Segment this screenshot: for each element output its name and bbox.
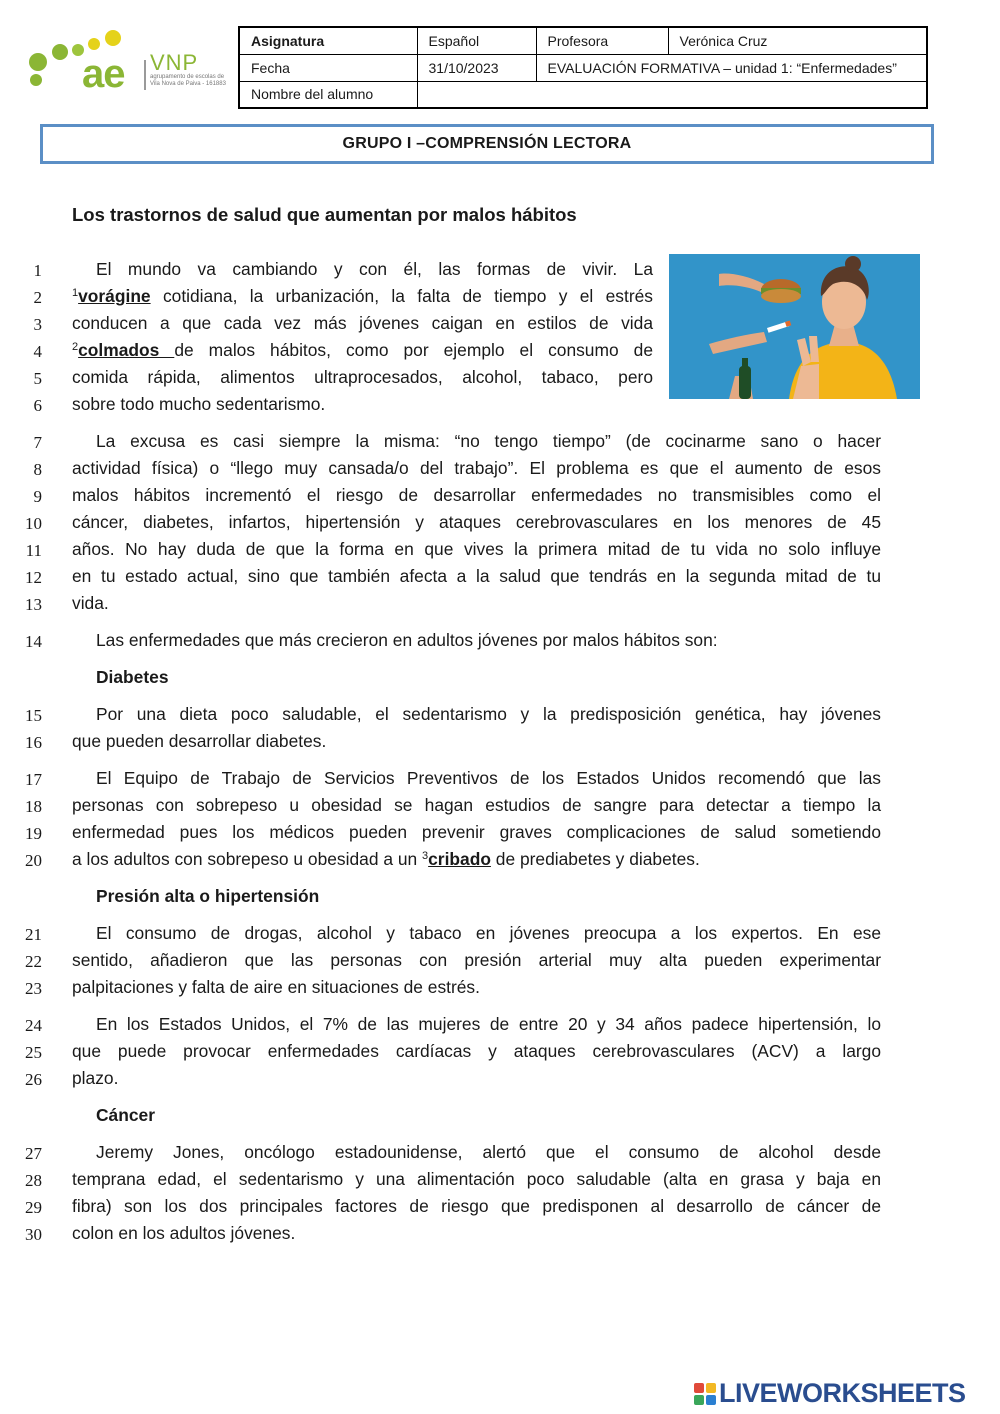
line-text: Jeremy Jones, oncólogo estadounidense, alertó que el consumo de alcohol desde [96, 1142, 881, 1162]
subheading-hypertension [0, 883, 1000, 910]
subheading-diabetes [0, 664, 1000, 691]
student-label: Nombre del alumno [239, 81, 417, 108]
line-number: 8 [33, 460, 42, 479]
text-line [0, 364, 1000, 391]
line-number: 18 [25, 797, 42, 816]
line-number: 11 [25, 541, 42, 560]
line-text: personas con sobrepeso u obesidad se hagan estudios de sangre para detectar a tiempo la [72, 795, 881, 815]
paragraph-7 [0, 1011, 1000, 1092]
text-line [0, 627, 1000, 654]
line-text: En los Estados Unidos, el 7% de las mujeres de entre 20 y 34 años padece hipertensión, lo [96, 1014, 881, 1034]
line-number: 26 [25, 1070, 42, 1089]
evaluation-title: EVALUACIÓN FORMATIVA – unidad 1: “Enfermedades” [536, 54, 927, 81]
line-number: 5 [33, 369, 42, 388]
line-number: 16 [25, 733, 42, 752]
subheading-text: Presión alta o hipertensión [96, 886, 320, 906]
text-line [0, 792, 1000, 819]
line-number: 3 [33, 315, 42, 334]
text-line [0, 1220, 1000, 1247]
text-line [0, 1011, 1000, 1038]
text-line [0, 883, 1000, 910]
subheading-cancer [0, 1102, 1000, 1129]
line-number: 6 [33, 396, 42, 415]
line-text: El consumo de drogas, alcohol y tabaco en jóvenes preocupa a los expertos. En ese [96, 923, 881, 943]
line-text: cáncer, diabetes, infartos, hipertensión y ataques cerebrovasculares en los menores de 45 [72, 512, 881, 532]
line-text: actividad física) o “llego muy cansada/o del trabajo”. El problema es que el aumento de esos [72, 458, 881, 478]
line-text: sobre todo mucho sedentarismo. [72, 394, 326, 414]
text-line [0, 563, 1000, 590]
line-number: 29 [25, 1198, 42, 1217]
line-text [72, 337, 653, 364]
text-line [0, 819, 1000, 846]
subheading-text: Diabetes [96, 667, 169, 687]
line-number: 15 [25, 706, 42, 725]
glossary-word: colmados [78, 340, 175, 360]
text-line [0, 846, 1000, 873]
text-line [0, 536, 1000, 563]
paragraph-8 [0, 1139, 1000, 1247]
logo-divider [144, 60, 146, 90]
paragraph-2 [0, 428, 1000, 617]
line-number: 19 [25, 824, 42, 843]
line-text: que pueden desarrollar diabetes. [72, 731, 327, 751]
line-number: 24 [25, 1016, 42, 1035]
line-number: 7 [33, 433, 42, 452]
paragraph-5 [0, 765, 1000, 873]
line-number: 21 [25, 925, 42, 944]
section-heading: GRUPO I –COMPRENSIÓN LECTORA [40, 124, 934, 164]
line-text: conducen a que cada vez más jóvenes caigan en estilos de vida [72, 313, 653, 333]
line-text: colon en los adultos jóvenes. [72, 1223, 296, 1243]
line-text-rest: de malos hábitos, como por ejemplo el consumo de [174, 340, 653, 360]
text-line [0, 701, 1000, 728]
line-number: 14 [25, 632, 42, 651]
text-line [0, 256, 1000, 283]
text-line [0, 337, 1000, 364]
footnote-ref: 3 [422, 850, 429, 862]
article-title: Los trastornos de salud que aumentan por malos hábitos [72, 204, 577, 225]
line-text [72, 283, 653, 310]
text-line [0, 590, 1000, 617]
line-text: malos hábitos incrementó el riesgo de desarrollar enfermedades no transmisibles como el [72, 485, 881, 505]
article-body [0, 256, 1000, 1257]
text-line [0, 1102, 1000, 1129]
line-number: 22 [25, 952, 42, 971]
line-text: en tu estado actual, sino que también afecta a la salud que tendrás en la segunda mitad de tu [72, 566, 881, 586]
line-text: El Equipo de Trabajo de Servicios Preventivos de los Estados Unidos recomendó que las [96, 768, 881, 788]
text-line [0, 455, 1000, 482]
text-line [0, 1139, 1000, 1166]
line-number: 1 [33, 261, 42, 280]
logo-caption: agrupamento de escolas de Vila Nova de Paiva - 161883 [150, 74, 226, 87]
text-line [0, 428, 1000, 455]
footnote-ref: 2 [72, 341, 79, 353]
text-line [0, 974, 1000, 1001]
text-line [0, 947, 1000, 974]
text-line [0, 391, 1000, 418]
text-line [0, 509, 1000, 536]
line-number: 17 [25, 770, 42, 789]
line-number: 9 [33, 487, 42, 506]
line-number: 25 [25, 1043, 42, 1062]
line-text-rest: cotidiana, la urbanización, la falta de tiempo y el estrés [150, 286, 653, 306]
line-text: sentido, añadieron que las personas con presión arterial muy alta pueden experimentar [72, 950, 881, 970]
line-number: 23 [25, 979, 42, 998]
text-line [0, 482, 1000, 509]
line-text: comida rápida, alimentos ultraprocesados, alcohol, tabaco, pero [72, 367, 653, 387]
line-text-rest: de prediabetes y diabetes. [490, 849, 700, 869]
line-number: 28 [25, 1171, 42, 1190]
line-number: 4 [33, 342, 42, 361]
line-number: 2 [33, 288, 42, 307]
paragraph-3 [0, 627, 1000, 654]
logo-subname: VNP [150, 50, 199, 75]
student-name-field[interactable] [417, 81, 927, 108]
text-line [0, 920, 1000, 947]
logo-name: ae [82, 52, 125, 96]
line-text: Por una dieta poco saludable, el sedentarismo y la predisposición genética, hay jóvenes [96, 704, 881, 724]
line-text: Las enfermedades que más crecieron en adultos jóvenes por malos hábitos son: [96, 630, 718, 650]
glossary-word: vorágine [78, 286, 151, 306]
liveworksheets-logo-icon [694, 1383, 716, 1405]
line-text: El mundo va cambiando y con él, las formas de vivir. La [96, 259, 653, 279]
line-text: palpitaciones y falta de aire en situaciones de estrés. [72, 977, 480, 997]
text-line [0, 1193, 1000, 1220]
paragraph-1 [0, 256, 1000, 418]
line-text: años. No hay duda de que la forma en que vives la primera mitad de tu vida no solo influye [72, 539, 881, 559]
line-text: enfermedad pues los médicos pueden prevenir graves complicaciones de salud sometiendo [72, 822, 881, 842]
line-number: 10 [25, 514, 42, 533]
header-table [238, 26, 928, 109]
paragraph-4 [0, 701, 1000, 755]
line-text: La excusa es casi siempre la misma: “no tengo tiempo” (de cocinarme sano o hacer [96, 431, 881, 451]
date-label: Fecha [239, 54, 417, 81]
liveworksheets-watermark [694, 1378, 966, 1409]
line-text-pre: a los adultos con sobrepeso u obesidad a un [72, 849, 422, 869]
text-line [0, 1166, 1000, 1193]
paragraph-6 [0, 920, 1000, 1001]
subheading-text: Cáncer [96, 1105, 155, 1125]
watermark-text: LIVEWORKSHEETS [719, 1378, 966, 1408]
date-value: 31/10/2023 [417, 54, 536, 81]
text-line [0, 1065, 1000, 1092]
line-text: temprana edad, el sedentarismo y una alimentación poco saludable (alta en grasa y baja en [72, 1169, 881, 1189]
line-text: que puede provocar enfermedades cardíacas y ataques cerebrovasculares (ACV) a largo [72, 1041, 881, 1061]
teacher-label: Profesora [536, 27, 668, 54]
subject-label: Asignatura [239, 27, 417, 54]
text-line [0, 765, 1000, 792]
text-line [0, 1038, 1000, 1065]
line-text [72, 846, 881, 873]
glossary-word: cribado [428, 849, 491, 869]
line-number: 30 [25, 1225, 42, 1244]
line-number: 13 [25, 595, 42, 614]
line-text: fibra) son los dos principales factores de riesgo que predisponen al desarrollo de cáncer de [72, 1196, 881, 1216]
school-logo [26, 30, 226, 96]
text-line [0, 728, 1000, 755]
line-number: 20 [25, 851, 42, 870]
text-line [0, 664, 1000, 691]
subject-value: Español [417, 27, 536, 54]
teacher-value: Verónica Cruz [668, 27, 927, 54]
text-line [0, 283, 1000, 310]
line-number: 12 [25, 568, 42, 587]
footnote-ref: 1 [72, 287, 79, 299]
text-line [0, 310, 1000, 337]
line-number: 27 [25, 1144, 42, 1163]
line-text: plazo. [72, 1068, 119, 1088]
line-text: vida. [72, 593, 109, 613]
